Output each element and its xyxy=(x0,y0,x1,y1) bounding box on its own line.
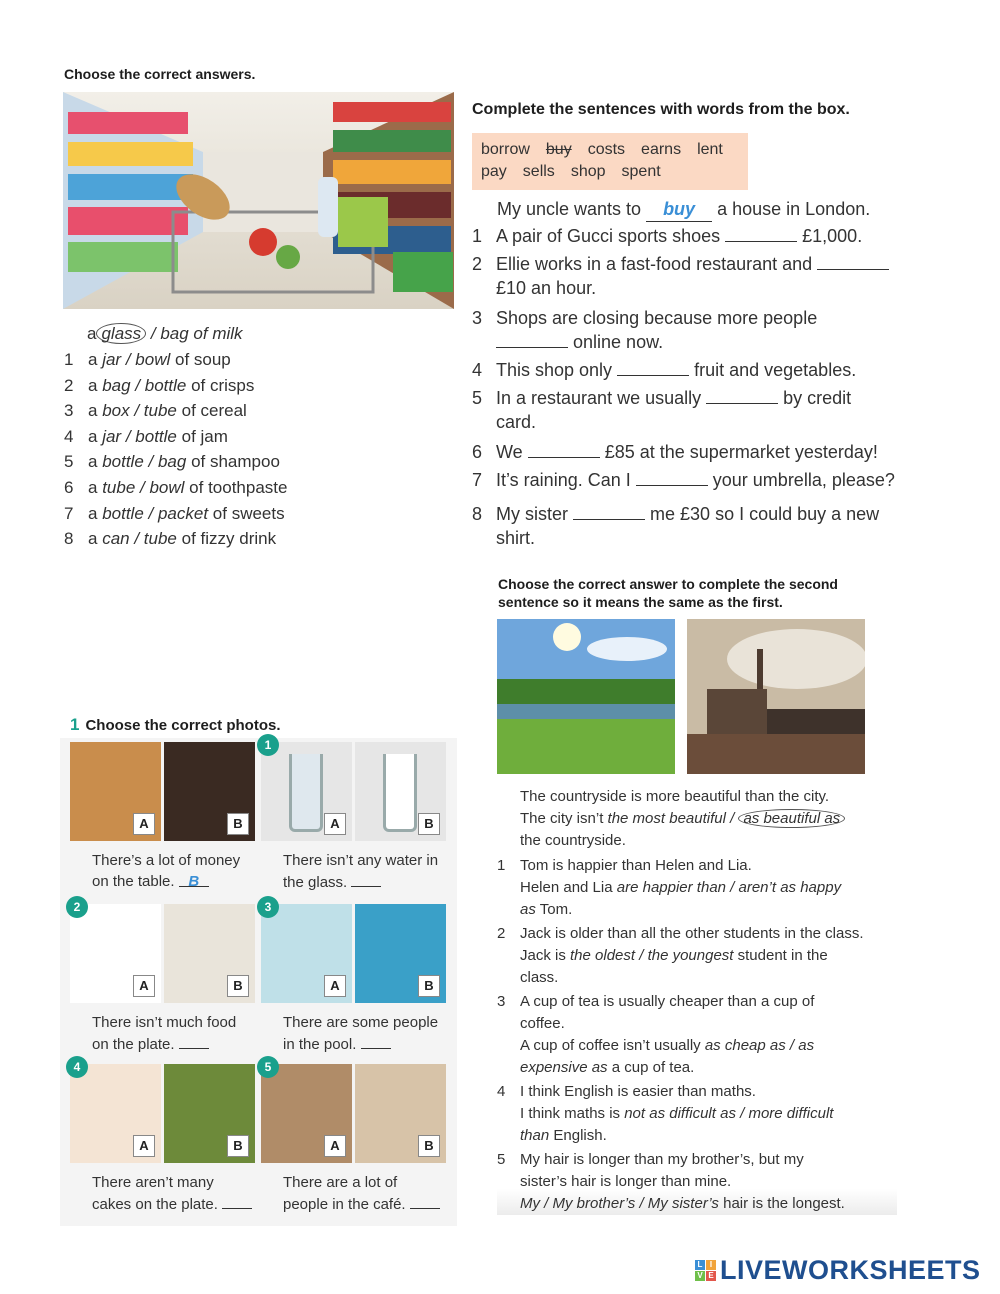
box-word: shop xyxy=(570,163,606,180)
ex2-title: Complete the sentences with words from the box. xyxy=(472,101,850,118)
option-2[interactable]: bag xyxy=(157,452,187,472)
ex1-example: a glass / bag of milk xyxy=(87,324,243,343)
ex2-item: 3 Shops are closing because more people online now. xyxy=(472,308,818,352)
box-word: sells xyxy=(522,163,555,180)
box-word: earns xyxy=(641,141,682,158)
answer-blank[interactable] xyxy=(725,228,797,242)
liveworksheets-logo: L I V E LIVEWORKSHEETS xyxy=(695,1257,981,1283)
item-number-badge: 4 xyxy=(66,1056,88,1078)
answer-blank[interactable] xyxy=(361,1033,391,1049)
photo-caption: There are a lot of people in the café. xyxy=(283,1172,453,1215)
photo-option-b[interactable]: B xyxy=(355,742,446,841)
answer-blank[interactable] xyxy=(528,444,600,458)
answer-blank[interactable] xyxy=(817,256,889,270)
option-2[interactable]: packet xyxy=(157,503,209,523)
choice-options[interactable]: My / My brother’s / My sister’s xyxy=(520,1195,719,1212)
answer-blank[interactable] xyxy=(636,472,708,486)
ex2-item: 6 We £85 at the supermarket yesterday! xyxy=(472,442,878,462)
choice-options[interactable]: not as difficult as / more difficult xyxy=(624,1105,834,1122)
photo-option-a[interactable]: A xyxy=(261,904,352,1003)
option-1[interactable]: bag xyxy=(102,375,131,395)
photo-caption: There’s a lot of money on the table. B xyxy=(92,852,241,890)
ex1-list xyxy=(64,348,424,553)
answer-blank[interactable] xyxy=(617,362,689,376)
answer-blank[interactable] xyxy=(351,871,381,887)
photo-option-a[interactable]: A xyxy=(70,742,161,841)
ex2-item: 1 A pair of Gucci sports shoes £1,000. xyxy=(472,226,863,246)
photo-caption: There aren’t many cakes on the plate. xyxy=(92,1172,262,1215)
option-1[interactable]: box xyxy=(102,401,130,421)
option-2[interactable]: bowl xyxy=(135,350,171,369)
option-1[interactable]: bottle xyxy=(102,452,144,472)
photo-option-a[interactable]: A xyxy=(70,1064,161,1163)
word-box xyxy=(472,133,748,190)
circled-answer: glass xyxy=(96,323,146,344)
photo-option-b[interactable]: B xyxy=(355,904,446,1003)
option-2[interactable]: bottle xyxy=(144,375,187,395)
photo-option-b[interactable]: B xyxy=(355,1064,446,1163)
countryside-photo xyxy=(497,619,675,774)
ex3-title: 1 Choose the correct photos. xyxy=(70,715,281,734)
ex2-item: 4 This shop only fruit and vegetables. xyxy=(472,360,857,380)
box-word: buy xyxy=(545,141,572,158)
word-box-row2 xyxy=(481,161,739,183)
option-1[interactable]: jar xyxy=(102,426,122,446)
item-number-badge: 1 xyxy=(257,734,279,756)
example-answer: buy xyxy=(646,197,712,222)
item-number-badge: 5 xyxy=(257,1056,279,1078)
answer-blank[interactable] xyxy=(179,1033,209,1049)
ex1-item: 7 a bottle / packet of sweets xyxy=(64,503,285,523)
ex1-item: 4 a jar / bottle of jam xyxy=(64,426,228,446)
photo-option-a[interactable]: A xyxy=(261,742,352,841)
photo-option-b[interactable]: B xyxy=(164,742,255,841)
ex4-item: 4 I think English is easier than maths. I think maths is not as difficult as / more difficult than English. xyxy=(497,1083,834,1144)
option-2[interactable]: bottle xyxy=(135,426,177,446)
ex1-item: 8 a can / tube of fizzy drink xyxy=(64,529,277,549)
ex1-item: 2 a bag / bottle of crisps xyxy=(64,375,255,395)
photo-option-b[interactable]: B xyxy=(164,1064,255,1163)
ex1-item: 3 a box / tube of cereal xyxy=(64,401,247,421)
ex2-example: My uncle wants to buy a house in London. xyxy=(497,197,870,222)
ex4-item: 5 My hair is longer than my brother’s, but my sister’s hair is longer than mine. My / My brother’s / My sister’s hair is the longest. xyxy=(497,1149,897,1215)
word-box-row1 xyxy=(481,139,739,161)
ex4-item: 1 Tom is happier than Helen and Lia. Helen and Lia are happier than / aren’t as happy as Tom. xyxy=(497,857,842,918)
photo-caption: There isn’t much food on the plate. xyxy=(92,1014,237,1053)
answer-blank[interactable] xyxy=(706,390,778,404)
ex2-item: 5 In a restaurant we usually by credit card. xyxy=(472,388,852,432)
box-word: costs xyxy=(587,141,626,158)
choice-options[interactable]: as cheap as / as xyxy=(704,1037,815,1054)
option-2[interactable]: tube xyxy=(143,529,177,549)
box-word: lent xyxy=(697,141,723,158)
photo-option-a[interactable]: A xyxy=(261,1064,352,1163)
photo-caption: There isn’t any water in the glass. xyxy=(283,852,439,891)
ex1-title: Choose the correct answers. xyxy=(64,66,256,82)
option-2[interactable]: bowl xyxy=(149,477,185,497)
photo-caption: There are some people in the pool. xyxy=(283,1014,439,1053)
ex1-item: 1 a jar / bowl of soup xyxy=(64,350,231,369)
item-number-badge: 2 xyxy=(66,896,88,918)
ex4-example: The countryside is more beautiful than the city. The city isn’t the most beautiful / as beautiful as the countryside. xyxy=(497,786,897,852)
box-word: pay xyxy=(481,163,507,180)
item-number-badge: 3 xyxy=(257,896,279,918)
answer-blank[interactable] xyxy=(410,1193,440,1209)
answer-blank[interactable] xyxy=(496,334,568,348)
option-1[interactable]: jar xyxy=(102,350,122,369)
answer-blank[interactable]: B xyxy=(179,871,209,887)
ex1-item: 5 a bottle / bag of shampoo xyxy=(64,452,280,472)
circled-answer-2: as beautiful as xyxy=(738,809,845,828)
ex2-item: 8 My sister me £30 so I could buy a new shirt. xyxy=(472,504,880,548)
ex4-title: Choose the correct answer to complete the second sentence so it means the same as the first. xyxy=(498,576,838,610)
city-factory-photo xyxy=(687,619,865,774)
option-1[interactable]: tube xyxy=(102,477,136,497)
ex4-item: 2 Jack is older than all the other students in the class. Jack is the oldest / the youngest student in the class. xyxy=(497,925,864,986)
ex4-item: 3 A cup of tea is usually cheaper than a cup of coffee. A cup of coffee isn’t usually as cheap as / as expensive as a cup of tea. xyxy=(497,993,815,1076)
choice-options[interactable]: are happier than / aren’t as happy xyxy=(616,879,842,896)
box-word: borrow xyxy=(481,141,530,158)
option-1[interactable]: bottle xyxy=(102,503,144,523)
supermarket-photo xyxy=(63,92,454,309)
option-1[interactable]: can xyxy=(102,529,130,549)
ex2-item: 7 It’s raining. Can I your umbrella, please? xyxy=(472,470,895,490)
box-word: spent xyxy=(621,163,661,180)
ex2-item: 2 Ellie works in a fast-food restaurant and £10 an hour. xyxy=(472,252,912,300)
ex4-list xyxy=(497,855,897,1217)
photo-grid xyxy=(60,738,457,1226)
answer-blank[interactable] xyxy=(573,506,645,520)
option-2[interactable]: tube xyxy=(143,401,177,421)
answer-blank[interactable] xyxy=(222,1193,252,1209)
choice-options[interactable]: the oldest / the youngest xyxy=(570,947,734,964)
ex1-item: 6 a tube / bowl of toothpaste xyxy=(64,477,288,497)
logo-icon: L I V E xyxy=(695,1260,716,1281)
photo-option-b[interactable]: B xyxy=(164,904,255,1003)
photo-option-a[interactable]: A xyxy=(70,904,161,1003)
